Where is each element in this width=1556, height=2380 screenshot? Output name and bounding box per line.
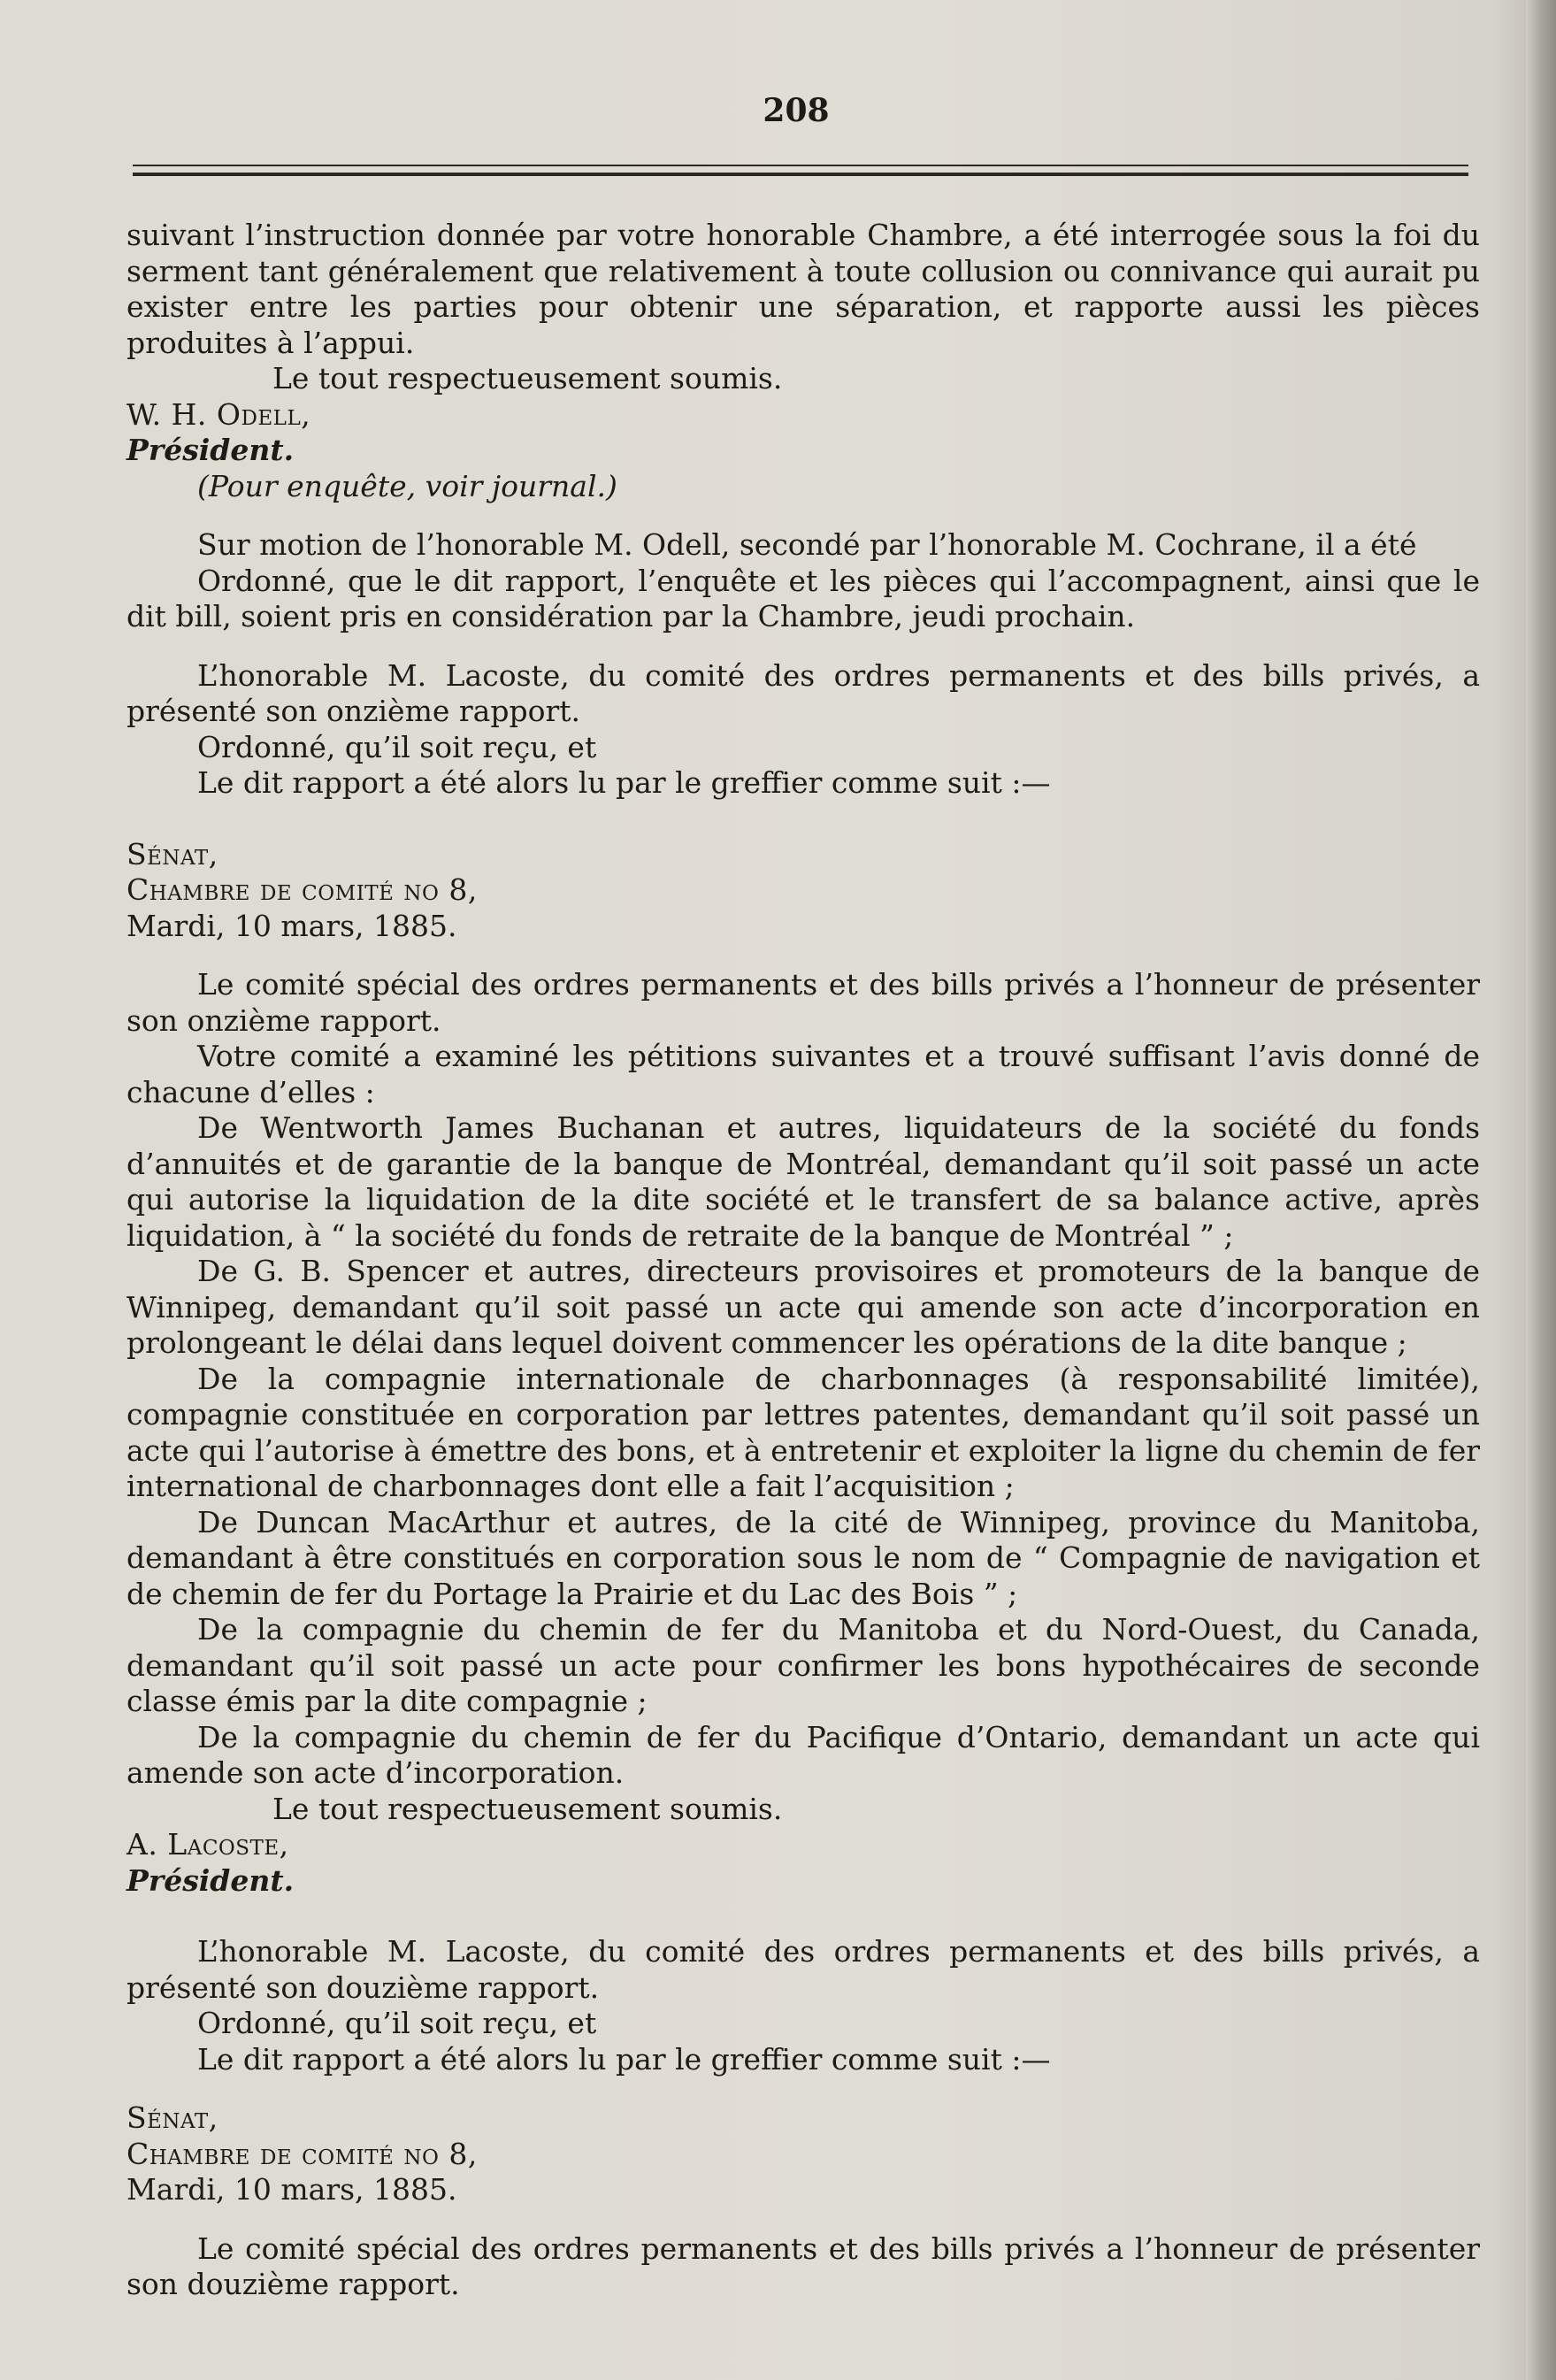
petition-item: De la compagnie du chemin de fer du Manitoba et du Nord-Ouest, du Canada, demandant qu’il soit passé un acte pour confirmer les bons hypothécaires de seconde classe émis par la dite compagnie ; — [126, 1612, 1480, 1718]
report-body: Le comité spécial des ordres permanents et des bills privés a l’honneur de présenter son douzième rapport. — [126, 2230, 1480, 2301]
inquiry-note: (Pour enquête, voir journal.) — [197, 468, 617, 503]
committee-room-label: Chambre de comité no 8, — [126, 872, 478, 907]
petitions-intro: Votre comité a examiné les pétitions suivantes et a trouvé suffisant l’avis donné de chacune d’elles : — [126, 1039, 1480, 1109]
signature-title: Président. — [126, 433, 295, 467]
petition-item: De Duncan MacArthur et autres, de la cité de Winnipeg, province du Manitoba, demandant à être constitués en corporation sous le nom de “ Compagnie de navigation et de chemin de fer du Portage la Prairie et du Lac des Bois ” ; — [126, 1504, 1480, 1611]
senate-heading — [126, 2100, 1480, 2137]
page-number: 208 — [763, 92, 830, 129]
report-date: Mardi, 10 mars, 1885. — [126, 2172, 457, 2207]
closing-formula: Le tout respectueusement soumis. — [272, 1791, 783, 1826]
header-rule — [133, 165, 1468, 176]
report-read: Le dit rapport a été alors lu par le greffier comme suit :— — [197, 765, 1051, 800]
order-received: Ordonné, qu’il soit reçu, et — [197, 2006, 597, 2040]
report-intro-paragraph: L’honorable M. Lacoste, du comité des ordres permanents et des bills privés, a présenté son onzième rapport. — [126, 657, 1480, 728]
petition-item: De G. B. Spencer et autres, directeurs provisoires et promoteurs de la banque de Winnipeg, demandant qu’il soit passé un acte qui amende son acte d’incorporation en prolongeant le délai dans lequel doivent commencer les opérations de la dite banque ; — [126, 1254, 1480, 1360]
signature-name — [126, 397, 1480, 434]
closing-formula: Le tout respectueusement soumis. — [272, 361, 783, 395]
signature-title: Président. — [126, 1862, 295, 1898]
petition-item: De la compagnie internationale de charbonnages (à responsabilité limitée), compagnie constituée en corporation par lettres patentes, demandant qu’il soit passé un acte qui l’autorise à émettre des bons, et à entretenir et exploiter la ligne du chemin de fer international de charbonnages dont elle a fait l’acquisition ; — [126, 1361, 1480, 1503]
page-edge-shadow — [1526, 0, 1556, 2380]
order-received: Ordonné, qu’il soit reçu, et — [197, 729, 597, 764]
committee-room — [126, 2137, 1480, 2173]
senate-heading — [126, 837, 1480, 873]
petition-item: De Wentworth James Buchanan et autres, liquidateurs de la société du fonds d’annuités et de garantie de la banque de Montréal, demandant qu’il soit passé un acte qui autorise la liquidation de la dite société et le transfert de sa balance active, après liquidation, à “ la société du fonds de retraite de la banque de Montréal ” ; — [126, 1110, 1480, 1253]
body-text — [126, 218, 1480, 2303]
senate-label: Sénat, — [126, 836, 218, 871]
report-read: Le dit rapport a été alors lu par le greffier comme suit :— — [197, 2041, 1051, 2077]
petition-item: De la compagnie du chemin de fer du Pacifique d’Ontario, demandant un acte qui amende son acte d’incorporation. — [126, 1719, 1480, 1790]
paragraph-continuation: suivant l’instruction donnée par votre honorable Chambre, a été interrogée sous la foi du serment tant généralement que relativement à toute collusion ou connivance qui aurait pu exister entre les parties pour obtenir une séparation, et rapporte aussi les pièces produites à l’appui. — [126, 218, 1480, 360]
report-intro-paragraph: L’honorable M. Lacoste, du comité des ordres permanents et des bills privés, a présenté son douzième rapport. — [126, 1934, 1480, 2005]
report-date: Mardi, 10 mars, 1885. — [126, 908, 457, 943]
signature-name — [126, 1827, 1480, 1863]
signature-odell: W. H. Odell, — [126, 396, 311, 432]
signature-lacoste: A. Lacoste, — [126, 1827, 289, 1862]
order-paragraph: Ordonné, que le dit rapport, l’enquête et les pièces qui l’accompagnent, ainsi que le dit bill, soient pris en considération par la Chambre, jeudi prochain. — [126, 563, 1480, 633]
motion-paragraph: Sur motion de l’honorable M. Odell, secondé par l’honorable M. Cochrane, il a été — [197, 527, 1417, 562]
report-body: Le comité spécial des ordres permanents et des bills privés a l’honneur de présenter son onzième rapport. — [126, 967, 1480, 1038]
committee-room-label: Chambre de comité no 8, — [126, 2136, 478, 2171]
senate-label: Sénat, — [126, 2100, 218, 2135]
committee-room — [126, 872, 1480, 909]
